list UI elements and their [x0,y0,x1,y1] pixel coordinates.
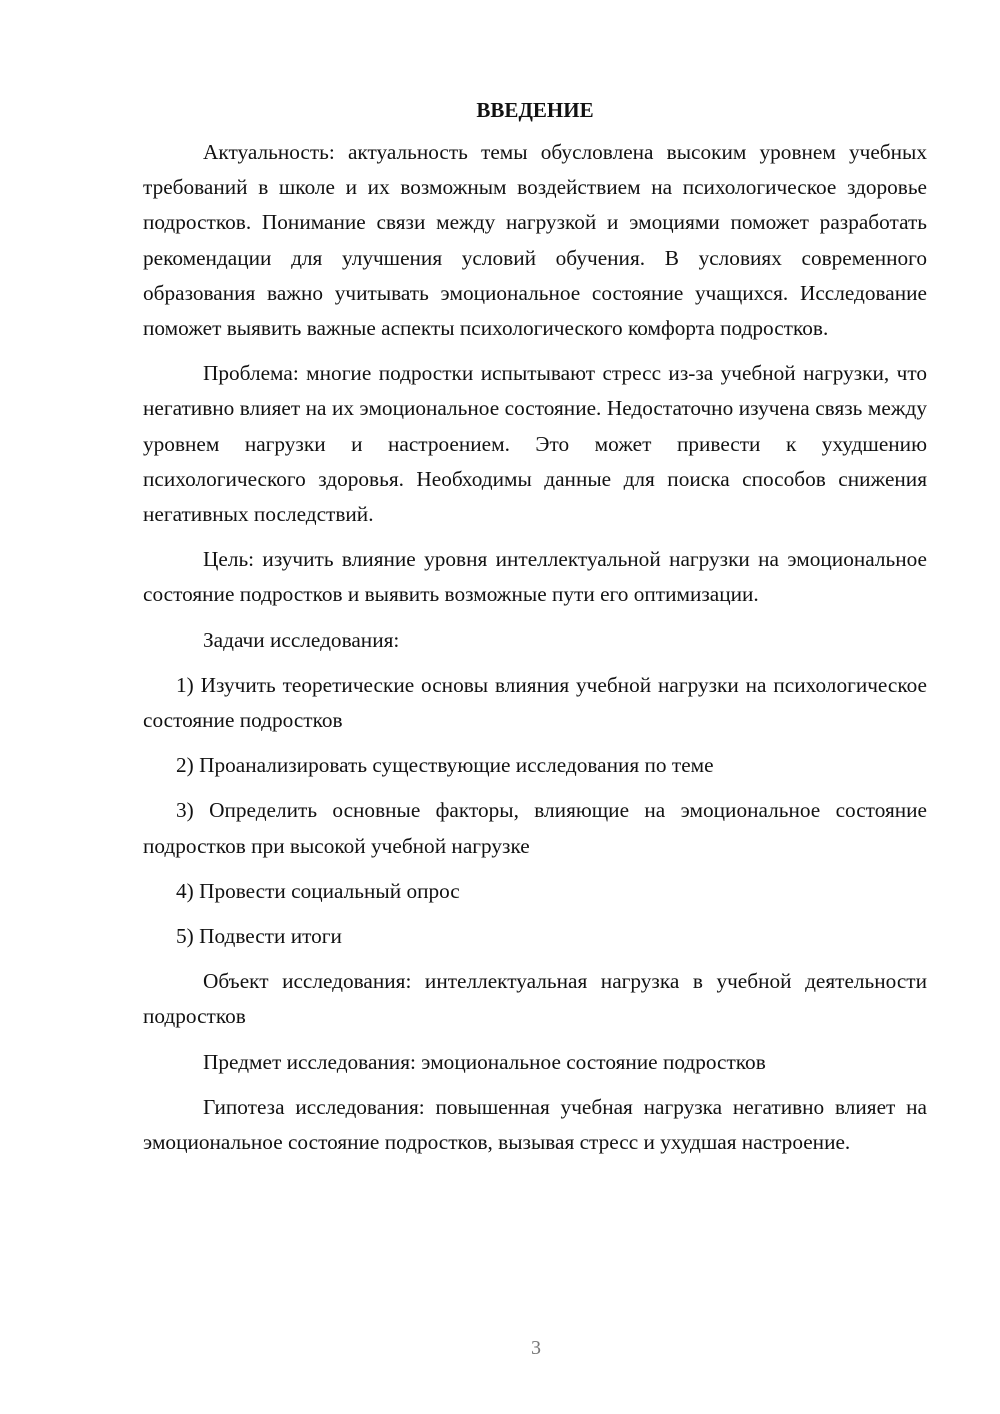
paragraph-relevance: Актуальность: актуальность темы обусловлена высоким уровнем учебных требований в школе и их возможным воздействием на психологическое здоровье подростков. Понимание связи между нагрузкой и эмоциями поможет разработать рекомендации для улучшения условий обучения. В условиях современного образования важно учитывать эмоциональное состояние учащихся. Исследование поможет выявить важные аспекты психологического комфорта подростков. [143,140,927,341]
paragraph-object: Объект исследования: интеллектуальная нагрузка в учебной деятельности подростков [143,969,927,1029]
task-item-4: 4) Провести социальный опрос [176,878,460,903]
tasks-heading: Задачи исследования: [203,627,400,652]
paragraph-subject: Предмет исследования: эмоциональное состояние подростков [203,1049,766,1074]
task-item-2: 2) Проанализировать существующие исследования по теме [176,753,714,778]
paragraph-goal: Цель: изучить влияние уровня интеллектуальной нагрузки на эмоциональное состояние подростков и выявить возможные пути его оптимизации. [143,547,927,607]
task-item-3: 3) Определить основные факторы, влияющие на эмоциональное состояние подростков при высокой учебной нагрузке [143,798,927,858]
paragraph-problem: Проблема: многие подростки испытывают стресс из-за учебной нагрузки, что негативно влияет на их эмоциональное состояние. Недостаточно изучена связь между уровнем нагрузки и настроением. Это может привести к ухудшению психологического здоровья. Необходимы данные для поиска способов снижения негативных последствий. [143,361,927,527]
section-title: ВВЕДЕНИЕ [476,98,594,122]
task-item-5: 5) Подвести итоги [176,924,342,949]
task-item-1: 1) Изучить теоретические основы влияния учебной нагрузки на психологическое состояние подростков [143,672,927,733]
paragraph-hypothesis: Гипотеза исследования: повышенная учебная нагрузка негативно влияет на эмоциональное состояние подростков, вызывая стресс и ухудшая настроение. [143,1094,927,1155]
page-number: 3 [531,1337,541,1359]
page-content [143,95,927,1170]
